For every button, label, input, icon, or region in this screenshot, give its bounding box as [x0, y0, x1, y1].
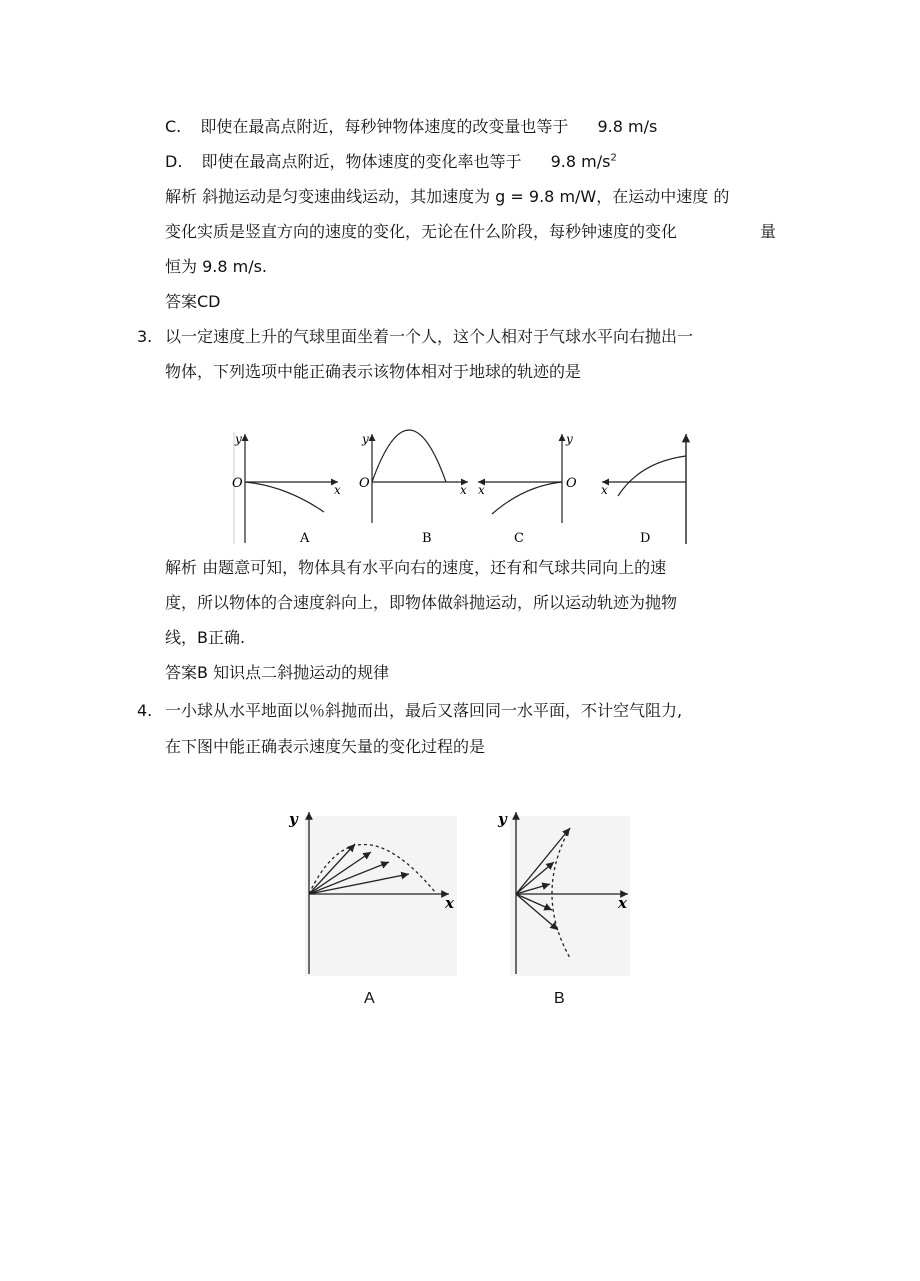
q4-figure-b-label: B [554, 990, 565, 1007]
q3-analysis-line2: 度，所以物体的合速度斜向上，即物体做斜抛运动，所以运动轨迹为抛物 [165, 593, 678, 612]
q3-stem-line1: 以一定速度上升的气球里面坐着一个人，这个人相对于气球水平向右抛出一 [165, 327, 694, 346]
q3-trajectory-figure [228, 428, 698, 548]
option-d-value: 9.8 m/s [550, 152, 611, 171]
q3-graph-a [232, 432, 341, 546]
q2-answer: 答案CD [165, 292, 221, 311]
option-d-text: 即使在最高点附近，物体速度的变化率也等于 [201, 152, 522, 171]
q4-velocity-figure-a [285, 806, 465, 978]
q3-graph-b [359, 430, 468, 546]
q2-analysis-line3: 恒为 9.8 m/s. [165, 257, 268, 276]
q4-figure-a-x-axis-label: x [445, 894, 454, 912]
option-d [165, 151, 617, 173]
q3-graph-b-label: B [422, 531, 432, 546]
q4-figure-b-y-axis-label: y [498, 810, 507, 828]
q3-analysis-line3: 线，B正确. [165, 628, 246, 647]
q2-analysis-line2b: 量 [760, 222, 777, 241]
q4-figure-a-label: A [364, 990, 375, 1007]
q3-graph-d-x-axis-label: x [601, 483, 608, 497]
q3-graph-b-x-axis-label: x [460, 483, 467, 497]
q4-number: 4. [137, 701, 153, 720]
option-c-text: 即使在最高点附近，每秒钟物体速度的改变量也等于 [200, 117, 569, 136]
q3-graph-b-origin-label: O [359, 476, 370, 491]
q3-graph-c-x-axis-label: x [478, 483, 485, 497]
q4-stem-line2: 在下图中能正确表示速度矢量的变化过程的是 [165, 737, 486, 756]
q3-analysis-line1: 解析 由题意可知，物体具有水平向右的速度，还有和气球共同向上的速 [165, 558, 667, 577]
option-c-label: C. [165, 117, 182, 136]
q3-graph-a-y-axis-label: y [235, 432, 242, 446]
q3-graph-d-label: D [640, 531, 651, 546]
q4-stem-line1: 一小球从水平地面以％斜抛而出，最后又落回同一水平面，不计空气阻力, [165, 701, 683, 720]
q3-graph-c-y-axis-label: y [566, 432, 573, 446]
q3-number: 3. [137, 327, 153, 346]
option-d-label: D. [165, 152, 183, 171]
q4-velocity-figure-b [494, 806, 634, 978]
q4-figure-a-y-axis-label: y [289, 810, 298, 828]
q3-graph-b-y-axis-label: y [362, 432, 369, 446]
q4-figure-b-x-axis-label: x [618, 894, 627, 912]
q3-stem-line2: 物体，下列选项中能正确表示该物体相对于地球的轨迹的是 [165, 362, 582, 381]
option-c-value: 9.8 m/s [597, 117, 658, 136]
q3-graph-c [478, 432, 577, 546]
q3-graph-c-label: C [514, 531, 524, 546]
q3-graph-c-origin-label: O [566, 476, 577, 491]
q3-graph-a-origin-label: O [232, 476, 243, 491]
q3-graph-d [601, 434, 686, 546]
q3-answer: 答案B 知识点二斜抛运动的规律 [165, 663, 390, 682]
q2-analysis-line2a: 变化实质是竖直方向的速度的变化，无论在什么阶段，每秒钟速度的变化 [165, 222, 678, 241]
q2-analysis-line2 [165, 221, 777, 243]
q2-analysis-line1: 解析 斜抛运动是匀变速曲线运动，其加速度为 g = 9.8 m/W，在运动中速度 的 [165, 187, 730, 206]
option-c [165, 116, 657, 138]
q3-graph-a-x-axis-label: x [334, 483, 341, 497]
q3-graph-a-label: A [300, 531, 310, 546]
option-d-superscript: 2 [610, 152, 617, 164]
